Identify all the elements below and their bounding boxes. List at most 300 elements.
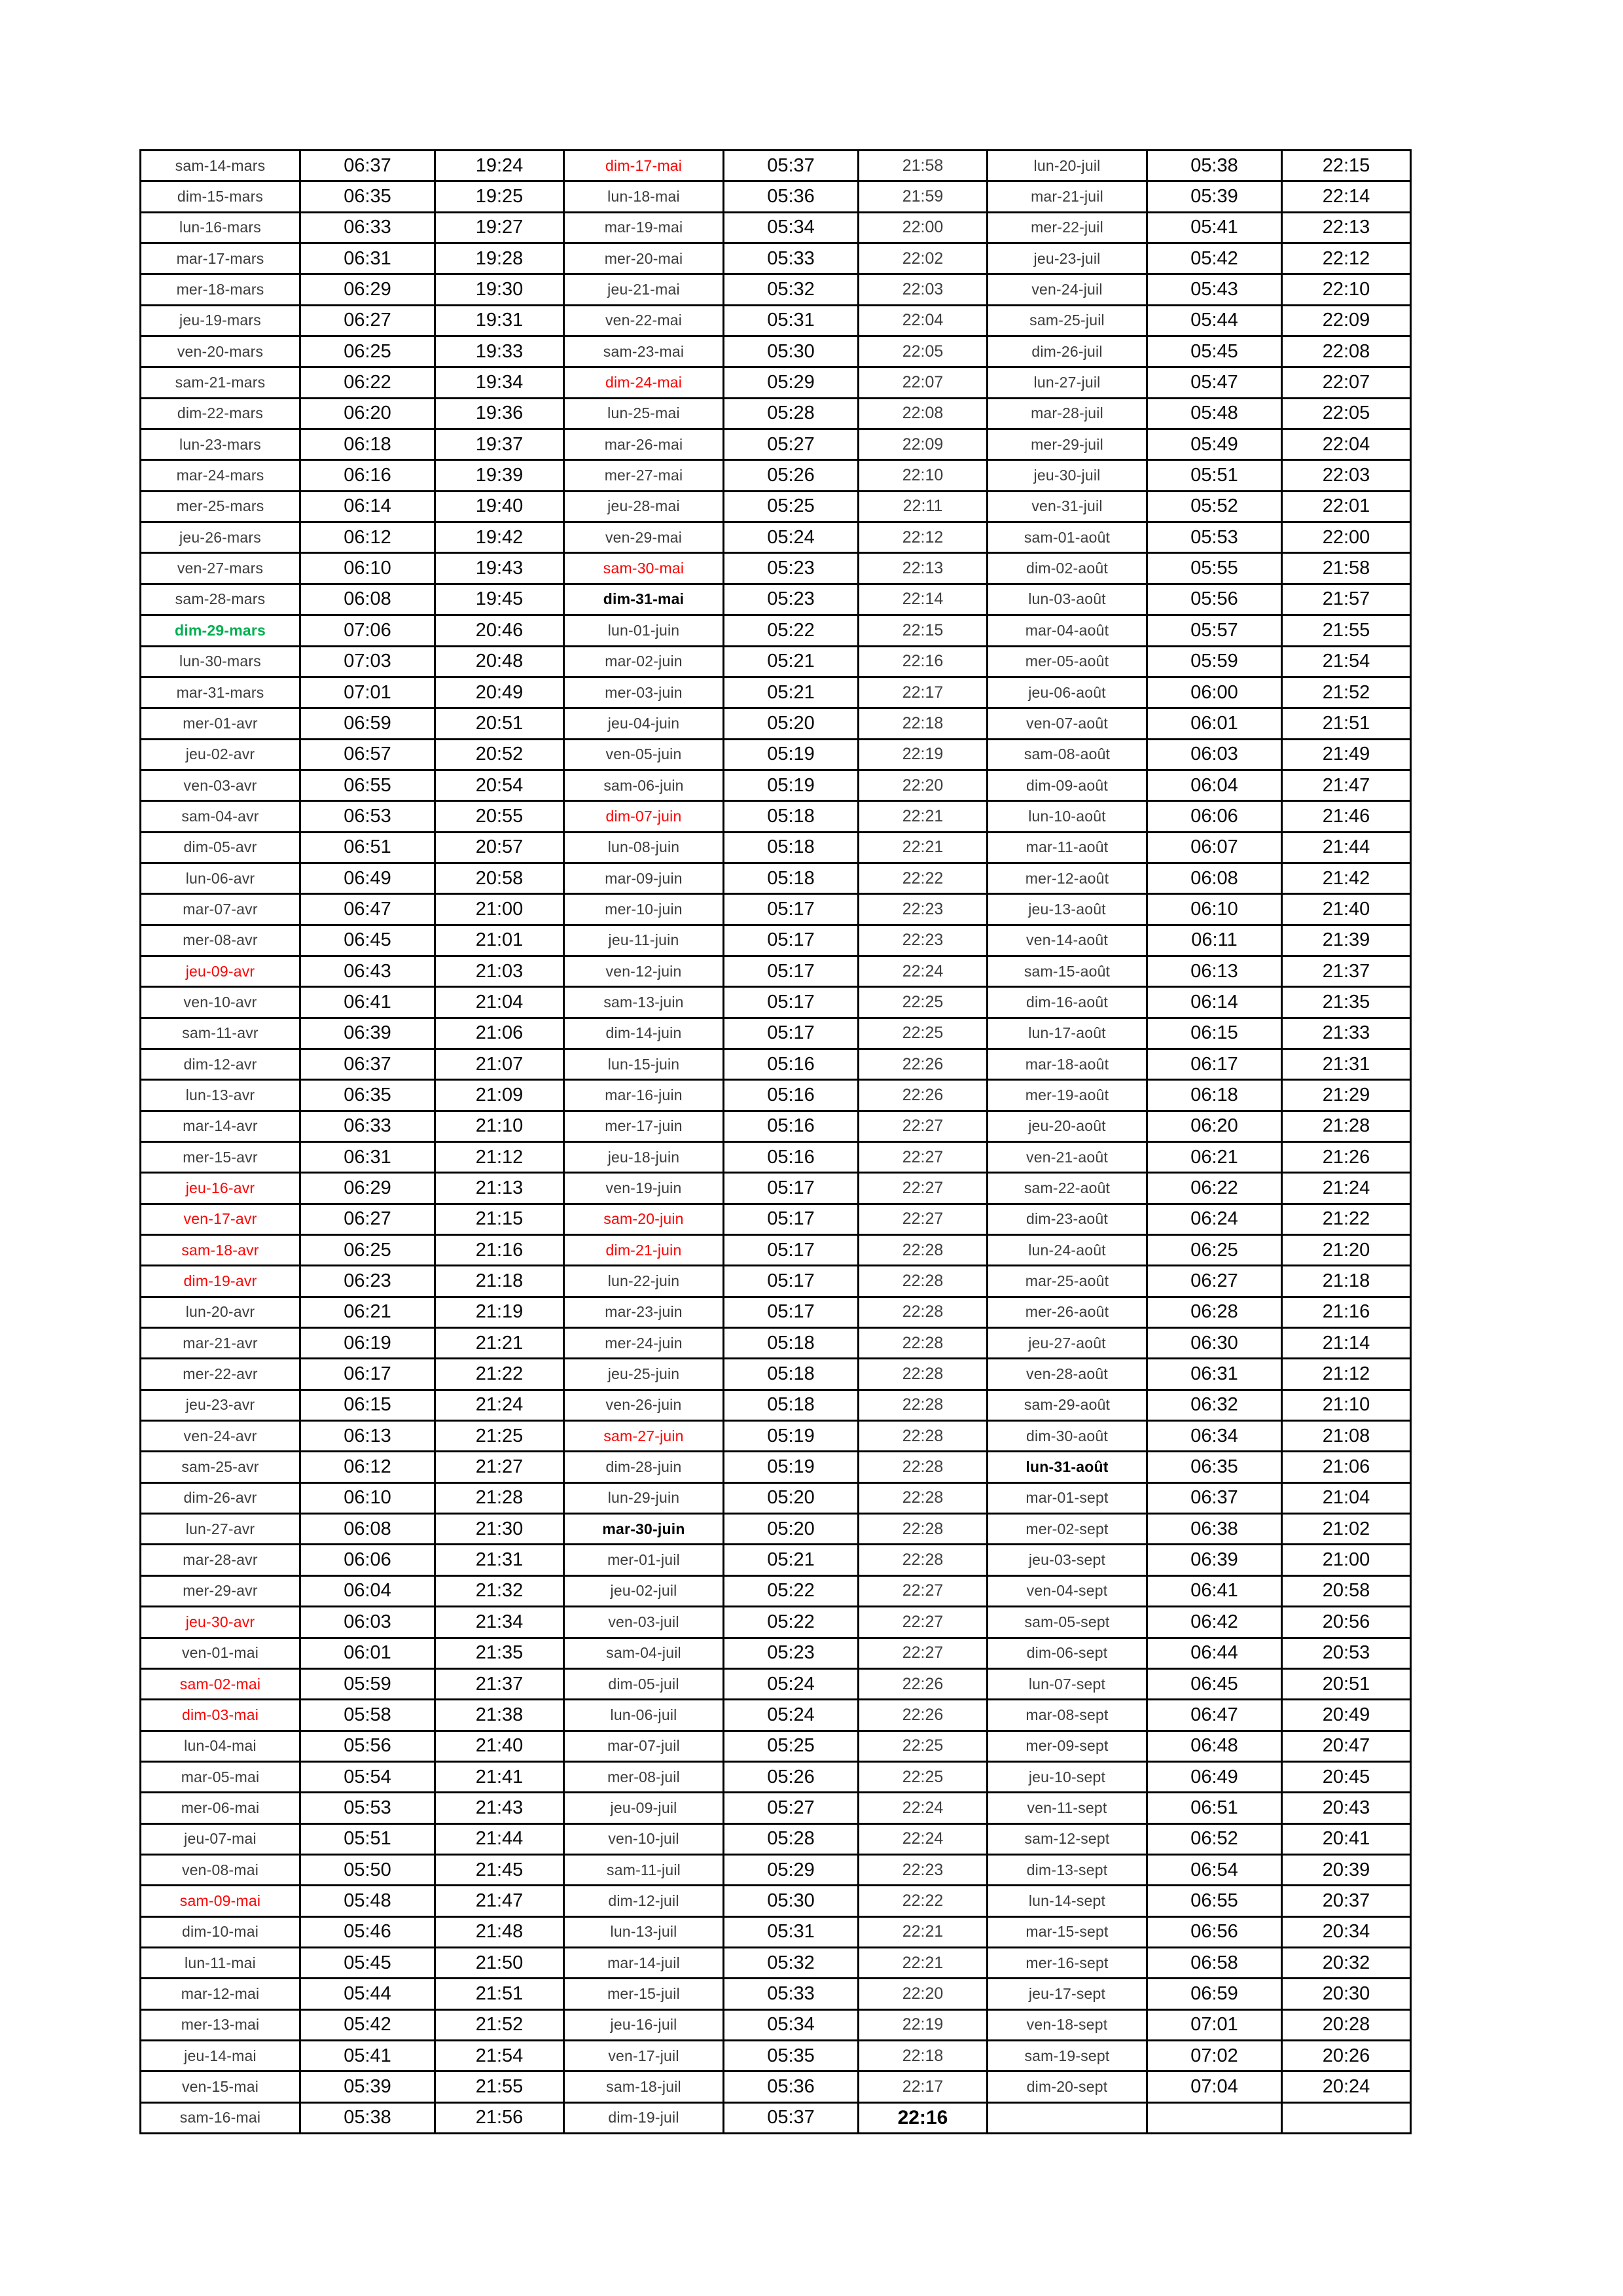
table-row [141,553,1411,584]
date-cell: lun-24-août [988,1235,1147,1266]
sunset-time-cell: 21:10 [435,1111,564,1141]
date-cell: lun-06-avr [141,863,300,893]
sunset-time-cell: 22:23 [859,1854,988,1885]
sunrise-time-cell: 05:18 [724,1390,859,1420]
sunrise-time-cell: 06:04 [300,1575,435,1606]
table-row [141,1173,1411,1204]
table-row [141,677,1411,708]
sunset-time-cell: 22:21 [859,832,988,863]
date-cell: ven-17-juil [564,2040,724,2071]
sunrise-time-cell: 05:30 [724,336,859,367]
date-cell: sam-27-juin [564,1421,724,1452]
sunset-time-cell: 22:28 [859,1545,988,1575]
date-cell: sam-05-sept [988,1607,1147,1638]
table-row [141,1266,1411,1297]
sunset-time-cell: 22:20 [859,770,988,800]
date-cell: sam-09-mai [141,1886,300,1916]
sunrise-time-cell: 05:48 [1147,398,1282,429]
sunset-time-cell: 21:58 [859,151,988,181]
date-cell: dim-05-juil [564,1668,724,1699]
date-cell: mer-03-juin [564,677,724,708]
sunrise-time-cell: 06:24 [1147,1204,1282,1234]
sunrise-time-cell: 06:28 [1147,1297,1282,1327]
sunrise-time-cell: 06:51 [300,832,435,863]
sunset-time-cell: 21:50 [435,1947,564,1978]
sunset-time-cell: 22:27 [859,1204,988,1234]
date-cell: ven-12-juin [564,956,724,986]
date-cell: lun-23-mars [141,429,300,460]
date-cell: lun-03-août [988,584,1147,615]
sunset-time-cell: 19:27 [435,212,564,243]
sunset-time-cell: 21:55 [435,2072,564,2102]
sunrise-time-cell: 06:49 [300,863,435,893]
sunrise-time-cell: 06:12 [300,1452,435,1482]
date-cell: mar-21-avr [141,1328,300,1359]
date-cell: dim-10-mai [141,1916,300,1947]
date-cell: mar-25-août [988,1266,1147,1297]
sunrise-time-cell: 06:55 [300,770,435,800]
sunset-time-cell: 21:30 [435,1514,564,1545]
sunset-time-cell: 21:37 [1282,956,1411,986]
date-cell: lun-27-avr [141,1514,300,1545]
date-cell: sam-21-mars [141,367,300,398]
sunrise-time-cell: 05:23 [724,553,859,584]
sunrise-time-cell: 05:53 [300,1793,435,1823]
sunrise-time-cell: 06:21 [1147,1142,1282,1173]
date-cell: mar-02-juin [564,646,724,677]
table-row [141,956,1411,986]
table-row [141,1235,1411,1266]
sunrise-time-cell: 06:13 [1147,956,1282,986]
sunrise-time-cell: 05:29 [724,367,859,398]
table-row [141,739,1411,770]
date-cell: mar-24-mars [141,460,300,491]
sunset-time-cell: 21:13 [435,1173,564,1204]
sunrise-time-cell: 05:37 [724,151,859,181]
date-cell: dim-15-mars [141,181,300,212]
sunset-time-cell: 22:28 [859,1452,988,1482]
sunrise-time-cell: 05:17 [724,1173,859,1204]
table-body [141,151,1411,2134]
date-cell: sam-08-août [988,739,1147,770]
sunset-time-cell: 22:15 [1282,151,1411,181]
sunset-time-cell: 21:09 [435,1080,564,1111]
sunset-time-cell: 21:35 [435,1638,564,1668]
sunset-time-cell: 21:56 [435,2102,564,2133]
sunrise-time-cell: 07:01 [1147,2009,1282,2040]
date-cell: ven-14-août [988,925,1147,956]
date-cell: mer-18-mars [141,274,300,305]
sunset-time-cell: 21:54 [435,2040,564,2071]
sunset-time-cell: 22:12 [859,522,988,553]
sunset-time-cell: 19:45 [435,584,564,615]
sunset-time-cell: 22:20 [859,1979,988,2009]
sunrise-time-cell: 06:41 [300,987,435,1018]
sunset-time-cell: 22:28 [859,1297,988,1327]
date-cell: mer-26-août [988,1297,1147,1327]
date-cell: sam-22-août [988,1173,1147,1204]
date-cell: jeu-09-avr [141,956,300,986]
sunset-time-cell: 22:16 [859,2102,988,2133]
sunrise-time-cell: 05:56 [1147,584,1282,615]
sunrise-time-cell: 05:16 [724,1111,859,1141]
sunset-time-cell: 21:37 [435,1668,564,1699]
date-cell: jeu-10-sept [988,1761,1147,1792]
sunset-time-cell: 22:10 [859,460,988,491]
table-row [141,212,1411,243]
sunrise-time-cell: 06:25 [300,336,435,367]
sunrise-time-cell: 05:18 [724,801,859,832]
sunset-time-cell: 19:39 [435,460,564,491]
sunset-time-cell: 21:46 [1282,801,1411,832]
sunrise-time-cell: 07:03 [300,646,435,677]
sunrise-time-cell: 06:41 [1147,1575,1282,1606]
sunset-time-cell: 22:28 [859,1235,988,1266]
date-cell: mar-09-juin [564,863,724,893]
date-cell: mer-12-août [988,863,1147,893]
sunset-time-cell: 22:28 [859,1390,988,1420]
sunrise-time-cell: 05:28 [724,398,859,429]
date-cell: dim-02-août [988,553,1147,584]
date-cell: mer-25-mars [141,491,300,522]
table-row [141,1823,1411,1854]
sunrise-time-cell: 05:27 [724,1793,859,1823]
sunset-time-cell: 21:39 [1282,925,1411,956]
sunset-time-cell: 22:28 [859,1421,988,1452]
sunrise-time-cell: 05:23 [724,584,859,615]
table-row [141,1545,1411,1575]
sunrise-time-cell: 06:20 [300,398,435,429]
sunset-time-cell: 20:47 [1282,1731,1411,1761]
sunset-time-cell: 21:19 [435,1297,564,1327]
table-row [141,1668,1411,1699]
date-cell: sam-01-août [988,522,1147,553]
date-cell: jeu-13-août [988,894,1147,925]
date-cell: sam-12-sept [988,1823,1147,1854]
date-cell: dim-21-juin [564,1235,724,1266]
table-row [141,1049,1411,1079]
date-cell: dim-12-avr [141,1049,300,1079]
sunrise-time-cell: 06:21 [300,1297,435,1327]
date-cell: lun-22-juin [564,1266,724,1297]
sunset-time-cell: 20:56 [1282,1607,1411,1638]
sunset-time-cell: 19:36 [435,398,564,429]
sunset-time-cell: 21:40 [1282,894,1411,925]
sunset-time-cell: 21:40 [435,1731,564,1761]
sunset-time-cell: 21:29 [1282,1080,1411,1111]
sunset-time-cell: 21:28 [435,1482,564,1513]
date-cell: lun-18-mai [564,181,724,212]
table-row [141,1761,1411,1792]
date-cell: ven-10-avr [141,987,300,1018]
sunrise-time-cell: 06:39 [1147,1545,1282,1575]
sunset-time-cell: 21:12 [435,1142,564,1173]
sunrise-time-cell: 05:16 [724,1080,859,1111]
sunset-time-cell: 20:49 [1282,1700,1411,1731]
date-cell: jeu-14-mai [141,2040,300,2071]
sunrise-time-cell: 06:29 [300,274,435,305]
sunset-time-cell: 21:00 [435,894,564,925]
sunrise-time-cell: 05:18 [724,1328,859,1359]
date-cell: mer-05-août [988,646,1147,677]
sunrise-time-cell: 05:57 [1147,615,1282,646]
sunrise-time-cell: 05:45 [300,1947,435,1978]
table-row [141,274,1411,305]
sunset-time-cell: 22:03 [859,274,988,305]
sunset-time-cell: 22:18 [859,2040,988,2071]
date-cell: sam-13-juin [564,987,724,1018]
sunrise-time-cell: 06:35 [300,181,435,212]
sunrise-time-cell: 06:18 [300,429,435,460]
sunrise-time-cell: 05:18 [724,1359,859,1390]
sunset-time-cell: 22:15 [859,615,988,646]
sunset-time-cell: 22:27 [859,1575,988,1606]
sunrise-time-cell: 05:18 [724,832,859,863]
sunset-time-cell: 21:59 [859,181,988,212]
date-cell: ven-24-avr [141,1421,300,1452]
sunset-time-cell: 20:30 [1282,1979,1411,2009]
date-cell: ven-15-mai [141,2072,300,2102]
sunset-time-cell: 21:14 [1282,1328,1411,1359]
date-cell: mer-19-août [988,1080,1147,1111]
sunrise-time-cell: 06:56 [1147,1916,1282,1947]
sunset-time-cell: 21:57 [1282,584,1411,615]
sunset-time-cell: 21:41 [435,1761,564,1792]
sunset-time-cell: 20:58 [1282,1575,1411,1606]
date-cell: mar-18-août [988,1049,1147,1079]
sunset-time-cell: 22:00 [1282,522,1411,553]
sunset-time-cell: 21:51 [1282,708,1411,739]
sunrise-time-cell: 05:39 [1147,181,1282,212]
sunrise-time-cell: 06:18 [1147,1080,1282,1111]
sunset-time-cell: 21:34 [435,1607,564,1638]
sunset-time-cell: 22:28 [859,1266,988,1297]
sunset-time-cell: 19:40 [435,491,564,522]
sunrise-time-cell: 05:17 [724,1018,859,1049]
sunset-time-cell: 20:51 [1282,1668,1411,1699]
date-cell: mer-24-juin [564,1328,724,1359]
sunrise-time-cell: 06:47 [300,894,435,925]
sunrise-time-cell: 05:17 [724,1266,859,1297]
sunset-time-cell: 22:24 [859,1793,988,1823]
sunset-time-cell: 22:23 [859,894,988,925]
sunrise-time-cell: 05:38 [300,2102,435,2133]
sunset-time-cell: 22:05 [859,336,988,367]
sunrise-time-cell: 05:36 [724,181,859,212]
date-cell: jeu-23-avr [141,1390,300,1420]
sunrise-time-cell: 05:19 [724,770,859,800]
sunrise-time-cell: 05:22 [724,615,859,646]
sunrise-time-cell: 05:30 [724,1886,859,1916]
date-cell: jeu-30-avr [141,1607,300,1638]
date-cell: jeu-04-juin [564,708,724,739]
date-cell: sam-04-avr [141,801,300,832]
sunset-time-cell: 22:18 [859,708,988,739]
sunset-time-cell: 21:04 [435,987,564,1018]
sunset-time-cell: 21:31 [1282,1049,1411,1079]
sunrise-time-cell: 06:19 [300,1328,435,1359]
table-row [141,1111,1411,1141]
sunrise-time-cell: 06:53 [300,801,435,832]
sunrise-time-cell: 06:44 [1147,1638,1282,1668]
date-cell: dim-17-mai [564,151,724,181]
sunrise-time-cell: 05:32 [724,1947,859,1978]
table-row [141,2040,1411,2071]
date-cell: sam-20-juin [564,1204,724,1234]
table-row [141,243,1411,274]
sunset-time-cell: 20:26 [1282,2040,1411,2071]
table-row [141,1638,1411,1668]
sunrise-time-cell: 06:08 [1147,863,1282,893]
sunrise-time-cell: 06:01 [1147,708,1282,739]
date-cell: mer-01-juil [564,1545,724,1575]
table-row [141,615,1411,646]
sunset-time-cell: 22:10 [1282,274,1411,305]
sunset-time-cell: 22:27 [859,1142,988,1173]
sunset-time-cell: 21:44 [1282,832,1411,863]
table-row [141,1018,1411,1049]
sunrise-time-cell: 05:41 [300,2040,435,2071]
sunset-time-cell: 22:28 [859,1514,988,1545]
sunrise-time-cell: 05:19 [724,1452,859,1482]
sunrise-time-cell: 06:45 [1147,1668,1282,1699]
sunrise-time-cell: 05:16 [724,1142,859,1173]
date-cell: mar-04-août [988,615,1147,646]
date-cell: lun-27-juil [988,367,1147,398]
sunrise-time-cell: 05:31 [724,305,859,336]
sunrise-time-cell: 05:26 [724,460,859,491]
date-cell: mer-09-sept [988,1731,1147,1761]
sunrise-time-cell: 05:46 [300,1916,435,1947]
date-cell: sam-04-juil [564,1638,724,1668]
sunset-time-cell: 22:13 [1282,212,1411,243]
table-row [141,1514,1411,1545]
sunrise-time-cell: 06:06 [300,1545,435,1575]
sunset-time-cell: 21:45 [435,1854,564,1885]
sunset-time-cell: 22:08 [1282,336,1411,367]
sunrise-time-cell: 05:59 [300,1668,435,1699]
date-cell: lun-10-août [988,801,1147,832]
sunset-time-cell: 21:00 [1282,1545,1411,1575]
sunset-time-cell: 22:21 [859,801,988,832]
date-cell: jeu-23-juil [988,243,1147,274]
table-row [141,1359,1411,1390]
sunset-time-cell: 19:34 [435,367,564,398]
date-cell: sam-29-août [988,1390,1147,1420]
date-cell: lun-13-juil [564,1916,724,1947]
sunrise-time-cell: 05:25 [724,491,859,522]
sunset-time-cell: 21:24 [1282,1173,1411,1204]
sunset-time-cell: 21:58 [1282,553,1411,584]
sunrise-time-cell: 06:31 [300,243,435,274]
sunrise-time-cell: 05:39 [300,2072,435,2102]
sunrise-time-cell: 06:16 [300,460,435,491]
date-cell: lun-17-août [988,1018,1147,1049]
sunset-time-cell: 20:28 [1282,2009,1411,2040]
sunset-time-cell: 19:30 [435,274,564,305]
date-cell: lun-08-juin [564,832,724,863]
sunrise-time-cell: 05:24 [724,522,859,553]
sunset-time-cell: 21:02 [1282,1514,1411,1545]
table-row [141,708,1411,739]
date-cell: dim-19-juil [564,2102,724,2133]
date-cell: ven-03-avr [141,770,300,800]
sunrise-time-cell: 05:27 [724,429,859,460]
table-row [141,832,1411,863]
sunset-time-cell: 22:28 [859,1359,988,1390]
sunset-time-cell: 22:23 [859,925,988,956]
date-cell: dim-12-juil [564,1886,724,1916]
date-cell: sam-11-juil [564,1854,724,1885]
sunrise-time-cell: 06:35 [300,1080,435,1111]
sunrise-time-cell: 05:51 [1147,460,1282,491]
table-row [141,863,1411,893]
sunset-time-cell: 22:22 [859,863,988,893]
sunrise-time-cell [1147,2102,1282,2133]
date-cell: lun-07-sept [988,1668,1147,1699]
sunset-time-cell: 20:34 [1282,1916,1411,1947]
date-cell: lun-06-juil [564,1700,724,1731]
sunset-time-cell: 19:31 [435,305,564,336]
sunset-time-cell: 20:46 [435,615,564,646]
sunrise-time-cell: 06:32 [1147,1390,1282,1420]
sunrise-time-cell: 05:16 [724,1049,859,1079]
sunrise-time-cell: 06:22 [300,367,435,398]
date-cell: mar-19-mai [564,212,724,243]
sunset-time-cell: 22:11 [859,491,988,522]
date-cell: jeu-06-août [988,677,1147,708]
sunset-time-cell: 22:27 [859,1173,988,1204]
date-cell: mer-01-avr [141,708,300,739]
table-row [141,1854,1411,1885]
date-cell: sam-18-juil [564,2072,724,2102]
sunrise-time-cell: 05:56 [300,1731,435,1761]
sunset-time-cell: 21:27 [435,1452,564,1482]
table-row [141,2009,1411,2040]
date-cell: lun-16-mars [141,212,300,243]
sunrise-time-cell: 05:17 [724,1204,859,1234]
table-row [141,584,1411,615]
date-cell: mer-16-sept [988,1947,1147,1978]
date-cell: lun-29-juin [564,1482,724,1513]
sunset-time-cell: 21:42 [1282,863,1411,893]
sunrise-time-cell: 06:10 [300,553,435,584]
sunset-time-cell: 22:26 [859,1049,988,1079]
date-cell: mar-01-sept [988,1482,1147,1513]
date-cell: mer-22-juil [988,212,1147,243]
date-cell: dim-13-sept [988,1854,1147,1885]
sunset-time-cell: 20:45 [1282,1761,1411,1792]
sunset-time-cell: 21:20 [1282,1235,1411,1266]
sunset-time-cell: 21:21 [435,1328,564,1359]
sunset-time-cell: 22:03 [1282,460,1411,491]
table-row [141,770,1411,800]
sunrise-time-cell: 05:47 [1147,367,1282,398]
sunrise-time-cell: 06:17 [300,1359,435,1390]
sunset-time-cell: 22:28 [859,1328,988,1359]
sunrise-time-cell: 05:49 [1147,429,1282,460]
date-cell: mer-08-avr [141,925,300,956]
date-cell: sam-15-août [988,956,1147,986]
date-cell: mar-14-juil [564,1947,724,1978]
sunset-time-cell: 22:26 [859,1080,988,1111]
date-cell: ven-01-mai [141,1638,300,1668]
sunrise-time-cell: 06:43 [300,956,435,986]
sunset-time-cell: 21:38 [435,1700,564,1731]
table-row [141,1328,1411,1359]
table-row [141,1452,1411,1482]
date-cell: ven-20-mars [141,336,300,367]
